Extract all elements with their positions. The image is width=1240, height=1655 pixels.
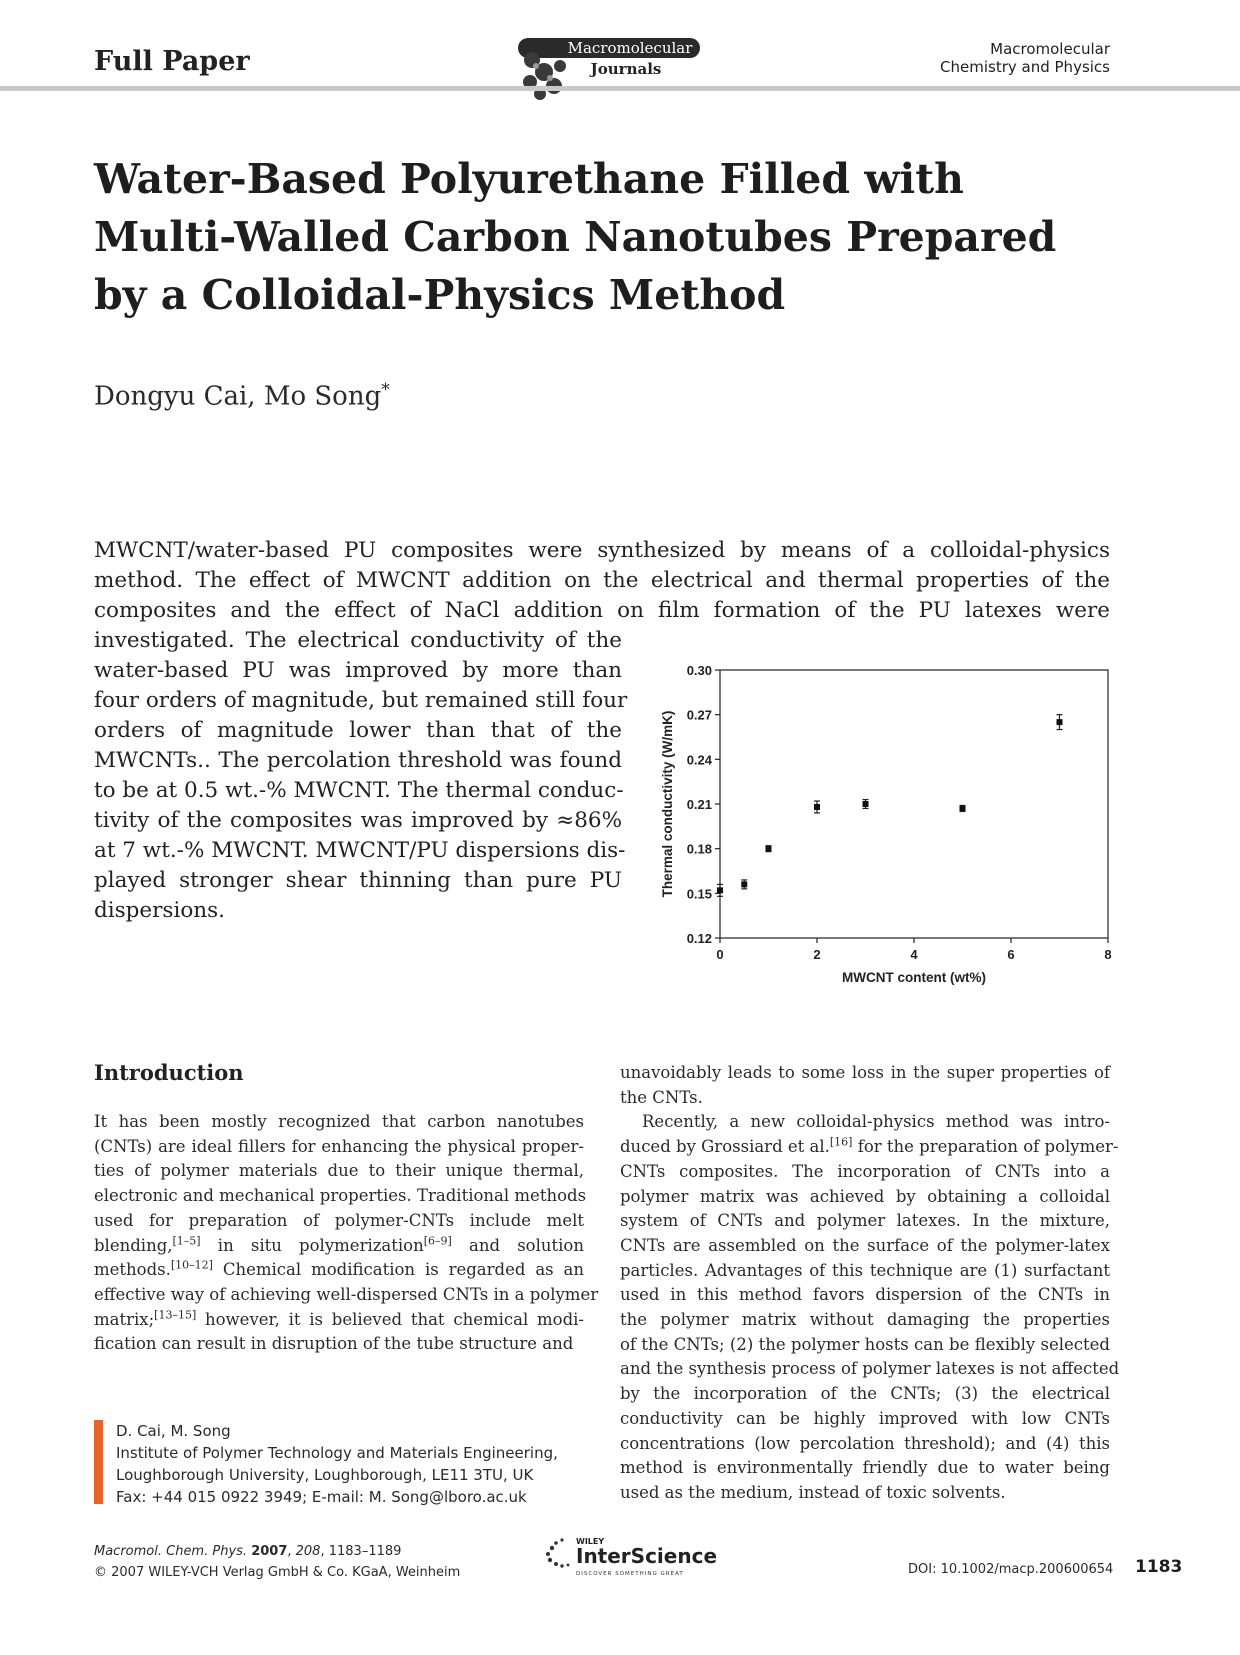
x-tick-label: 0 (716, 947, 724, 962)
text-line: fication can result in disruption of the tube structure and (94, 1334, 574, 1354)
svg-text:WILEY: WILEY (576, 1537, 605, 1546)
text-line: CNTs composites. The incorporation of CNTs into a (620, 1161, 1110, 1181)
abstract-intro: MWCNT/water-based PU composites were synthesized by means of a colloidal-physics method. The effect of MWCNT addition on the electrical and thermal properties of the composites and the effect of NaCl addition on film formation of the PU latexes were (94, 538, 1110, 623)
x-tick-label: 2 (813, 947, 821, 962)
text-line: duced by Grossiard et al.[16] for the preparation of polymer- (620, 1135, 1119, 1157)
svg-text:DISCOVER SOMETHING GREAT: DISCOVER SOMETHING GREAT (576, 1571, 684, 1577)
text-line: polymer matrix was achieved by obtaining a colloidal (620, 1186, 1110, 1206)
y-tick-label: 0.30 (686, 663, 712, 678)
authors: Dongyu Cai, Mo Song* (94, 380, 390, 412)
page-number: 1183 (1135, 1557, 1183, 1577)
text-line: unavoidably leads to some loss in the super properties of (620, 1063, 1110, 1082)
text-line: method is environmentally friendly due to water being (620, 1458, 1110, 1478)
data-point (960, 805, 966, 811)
text-line: used in this method favors dispersion of the CNTs in (620, 1285, 1110, 1305)
text-line: used as the medium, instead of toxic solvents. (620, 1482, 1006, 1502)
text-line: CNTs are assembled on the surface of the polymer-latex (620, 1235, 1110, 1255)
text-line: Recently, a new colloidal-physics method was intro- (642, 1112, 1110, 1132)
citation-ref: [1–5] (172, 1234, 201, 1248)
text-line: conductivity can be highly improved with low CNTs (620, 1408, 1110, 1428)
text-line: matrix;[13–15] however, it is believed that chemical modi- (94, 1308, 584, 1329)
citation-ref: [6–9] (423, 1234, 452, 1248)
section-label: Full Paper (94, 46, 250, 77)
y-tick-label: 0.24 (686, 752, 712, 768)
x-tick-label: 8 (1104, 947, 1112, 962)
text-line: ties of polymer materials due to their unique thermal, (94, 1161, 584, 1181)
text-line: by the incorporation of the CNTs; (3) the electrical (620, 1384, 1110, 1404)
y-tick-label: 0.27 (686, 707, 712, 723)
text-line: (CNTs) are ideal fillers for enhancing the physical proper- (94, 1136, 584, 1156)
plot-frame (720, 670, 1108, 938)
affiliation-accent-bar (94, 1420, 103, 1504)
data-point (1057, 719, 1063, 725)
citation-ref: [13–15] (154, 1308, 197, 1322)
data-point (717, 887, 723, 893)
text-line: electronic and mechanical properties. Traditional methods (94, 1186, 587, 1206)
data-point (863, 801, 869, 807)
introduction-left-column (94, 1110, 599, 1357)
svg-text:Macromolecular: Macromolecular (567, 39, 693, 57)
citation-ref: [16] (829, 1135, 853, 1149)
introduction-right-column (620, 1061, 1120, 1506)
svg-text:InterScience: InterScience (576, 1544, 718, 1568)
text-line: particles. Advantages of this technique are (1) surfactant (620, 1260, 1110, 1280)
text-line: blending,[1–5] in situ polymerization[6–9] and solution (94, 1234, 584, 1255)
text-line: of the CNTs; (2) the polymer hosts can be flexibly selected (620, 1334, 1110, 1354)
text-line: It has been mostly recognized that carbon nanotubes (94, 1112, 584, 1131)
x-tick-label: 4 (910, 947, 918, 962)
affiliation-block: D. Cai, M. Song Institute of Polymer Technology and Materials Engineering, Loughborough University, Loughborough, LE11 3TU, UK Fax: +44 015 0922 3949; E-mail: M. Song@lboro.ac.uk (116, 1422, 558, 1506)
text-line: concentrations (low percolation threshold); and (4) this (620, 1433, 1110, 1453)
doi: DOI: 10.1002/macp.200600654 (908, 1562, 1114, 1577)
y-tick-label: 0.18 (686, 841, 712, 857)
thermal-conductivity-chart (640, 650, 1120, 1000)
text-line: and the synthesis process of polymer latexes is not affected (620, 1359, 1120, 1379)
text-line: the polymer matrix without damaging the properties (620, 1310, 1110, 1330)
text-line: used for preparation of polymer-CNTs include melt (94, 1210, 584, 1230)
x-axis-label: MWCNT content (wt%) (842, 970, 986, 985)
paper-title: Water-Based Polyurethane Filled with Multi-Walled Carbon Nanotubes Prepared by a Colloidal-Physics Method (94, 155, 1057, 319)
abstract-column: investigated. The electrical conductivity of the water-based PU was improved by more than four orders of magnitude, but remained still four orders of magnitude lower than that of the MWCNTs.. The percolation threshold was found to be at 0.5 wt.-% MWCNT. The thermal conduc- tivity of the composites was improved by ≈86% at 7 wt.-% MWCNT. MWCNT/PU dispersions dis- played stronger shear thinning than pure PU dispersions. (94, 628, 628, 923)
macromolecular-journals-logo (510, 30, 700, 102)
text-line: methods.[10–12] Chemical modification is regarded as an (94, 1258, 584, 1280)
interscience-logo (540, 1530, 730, 1584)
x-tick-label: 6 (1007, 947, 1015, 962)
citation: Macromol. Chem. Phys. 2007, 208, 1183–1189 © 2007 WILEY-VCH Verlag GmbH & Co. KGaA, Weinheim (94, 1544, 461, 1580)
data-point (814, 804, 820, 810)
text-line: effective way of achieving well-dispersed CNTs in a polymer (94, 1284, 599, 1304)
svg-text:Journals: Journals (590, 60, 662, 78)
introduction-heading: Introduction (94, 1060, 244, 1085)
data-point (766, 846, 772, 852)
y-tick-label: 0.12 (686, 931, 712, 946)
y-tick-label: 0.21 (686, 797, 712, 812)
y-tick-label: 0.15 (686, 886, 712, 902)
y-axis-label: Thermal conductivity (W/mK) (660, 710, 675, 898)
text-line: system of CNTs and polymer latexes. In the mixture, (620, 1211, 1110, 1231)
text-line: the CNTs. (620, 1087, 703, 1107)
header-rule (0, 86, 1240, 91)
journal-name: Macromolecular Chemistry and Physics (940, 40, 1110, 76)
citation-ref: [10–12] (170, 1258, 213, 1272)
data-point (741, 881, 747, 887)
